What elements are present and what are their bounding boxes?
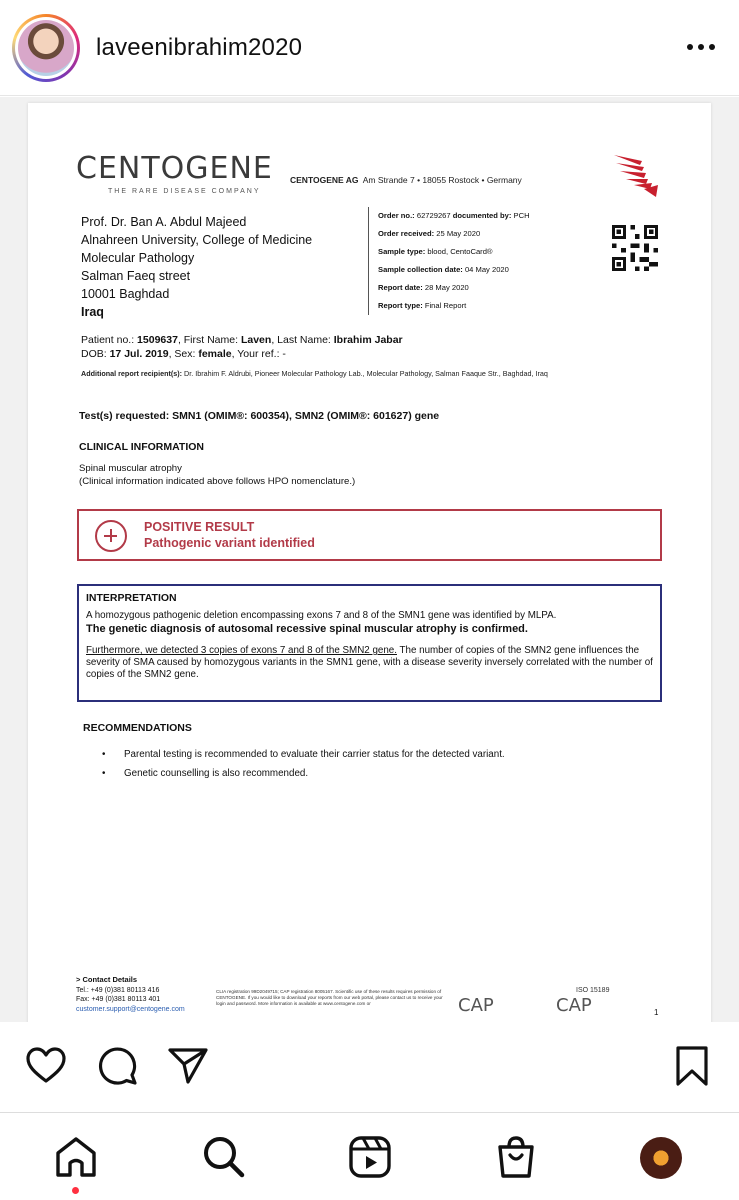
- cap-accreditation-logo: CAP: [458, 995, 494, 1016]
- post-photo[interactable]: [0, 97, 739, 1022]
- bottom-navigation: [0, 1112, 739, 1200]
- lab-report-document: [28, 103, 711, 1022]
- qr-code-icon: [612, 225, 658, 271]
- search-icon[interactable]: [200, 1133, 248, 1181]
- page-number: 1: [654, 1008, 659, 1017]
- recommendations-list: [102, 745, 505, 783]
- shop-bag-icon[interactable]: [492, 1133, 540, 1181]
- comment-icon[interactable]: [96, 1044, 140, 1088]
- avatar-image: [18, 20, 74, 76]
- brand-mark-icon: [612, 151, 662, 199]
- clinical-info-heading: CLINICAL INFORMATION: [79, 441, 205, 453]
- notification-dot: [72, 1187, 79, 1194]
- recipient-address: Prof. Dr. Ban A. Abdul Majeed Alnahreen University, College of Medicine Molecular Pathology Salman Faeq street 10001 Baghdad Iraq: [81, 215, 313, 319]
- list-item: • Parental testing is recommended to evaluate their carrier status for the detected variant.: [102, 745, 505, 764]
- order-details: Order no.: 62729267 documented by: PCH Order received: 25 May 2020 Sample type: blood, CentoCard® Sample collection date: 04 May 2020 Report date: 28 May 2020 Report type: Final Report: [368, 207, 530, 315]
- avatar[interactable]: [12, 14, 80, 82]
- post-header: [0, 0, 739, 96]
- more-options-icon[interactable]: [687, 44, 715, 52]
- positive-result-box: POSITIVE RESULT Pathogenic variant identified: [77, 509, 662, 561]
- company-logo: CENTOGENE THE RARE DISEASE COMPANY: [76, 151, 273, 195]
- clinical-info-body: Spinal muscular atrophy (Clinical information indicated above follows HPO nomenclature.): [79, 463, 356, 487]
- reels-icon[interactable]: [346, 1133, 394, 1181]
- recommendations-heading: RECOMMENDATIONS: [83, 722, 192, 734]
- list-item: • Genetic counselling is also recommended.: [102, 764, 505, 783]
- additional-recipients: Additional report recipient(s): Dr. Ibrahim F. Aldrubi, Pioneer Molecular Pathology Lab., Molecular Pathology, Salman Faaque Str., Baghdad, Iraq: [81, 369, 548, 378]
- share-send-icon[interactable]: [166, 1044, 210, 1088]
- patient-info: Patient no.: 1509637, First Name: Laven, Last Name: Ibrahim Jabar DOB: 17 Jul. 2019, Sex: female, Your ref.: -: [81, 334, 403, 360]
- home-icon[interactable]: [52, 1133, 100, 1181]
- post-action-bar: [0, 1022, 739, 1108]
- iso-label: ISO 15189: [576, 987, 610, 994]
- like-heart-icon[interactable]: [24, 1044, 68, 1088]
- plus-circle-icon: [95, 520, 127, 552]
- cap-accreditation-logo: CAP: [556, 995, 592, 1016]
- company-address: CENTOGENE AG Am Strande 7 • 18055 Rostock • Germany: [290, 175, 522, 185]
- save-bookmark-icon[interactable]: [670, 1044, 714, 1088]
- profile-avatar[interactable]: [640, 1137, 682, 1179]
- contact-details: > Contact Details Tel.: +49 (0)381 80113 416 Fax: +49 (0)381 80113 401 customer.support@centogene.com: [76, 975, 185, 1013]
- legal-notice: CLIA registration 99D2049715; CAP registration 8005167. Scientific use of these results requires permission of CENTOGENE. If you would like to download your reports from our web portal, please contact us to receive your login and password. More information is available at www.centogene.com or: [216, 989, 443, 1007]
- interpretation-box: INTERPRETATION A homozygous pathogenic deletion encompassing exons 7 and 8 of the SMN1 gene was identified by MLPA. The genetic diagnosis of autosomal recessive spinal muscular atrophy is confirmed. Furthermore, we detected 3 copies of exons 7 and 8 of the SMN2 gene. The number of copies of the SMN2 gene influences the severity of SMA caused by homozygous variants in the SMN1 gene, with a disease severity inversely correlated with the number of copies of the SMN2 gene.: [77, 584, 662, 702]
- username[interactable]: laveenibrahim2020: [96, 34, 303, 61]
- tests-requested: Test(s) requested: SMN1 (OMIM®: 600354), SMN2 (OMIM®: 601627) gene: [79, 410, 440, 422]
